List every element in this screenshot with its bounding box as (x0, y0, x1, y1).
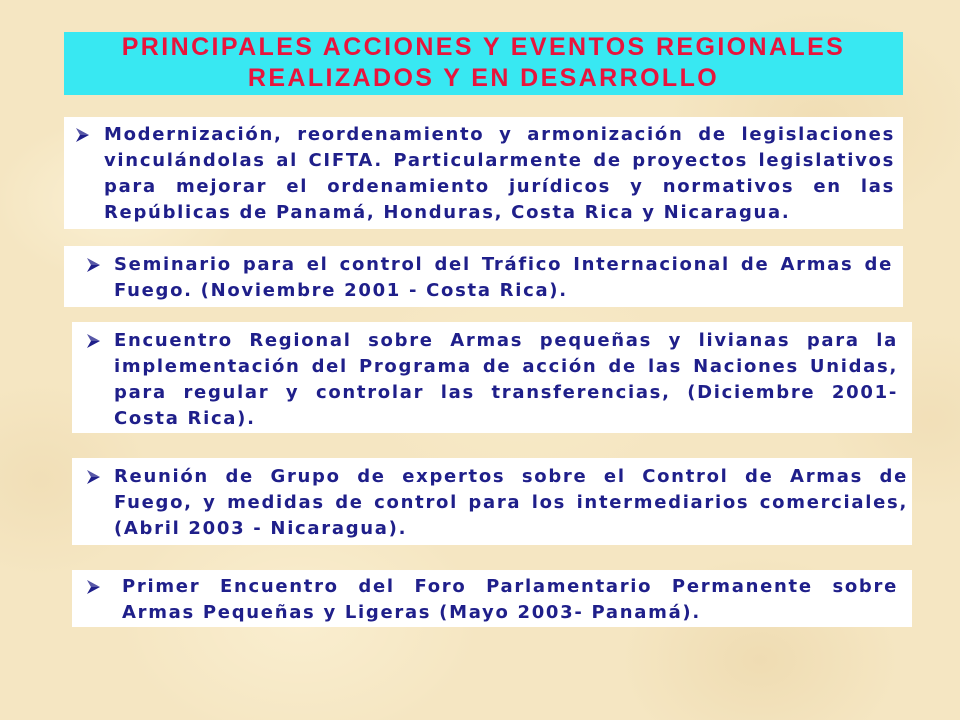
list-item (64, 117, 903, 229)
arrowhead-bullet-icon (87, 334, 100, 348)
slide-title-line-2: REALIZADOS Y EN DESARROLLO (247, 64, 720, 92)
arrowhead-bullet-icon (87, 580, 100, 594)
slide-title-banner (64, 32, 903, 95)
list-item-text: Primer Encuentro del Foro Parlamentario Permanente sobre Armas Pequeñas y Ligeras (Mayo 2003- Panamá). (122, 576, 898, 623)
list-item (72, 458, 912, 545)
list-item (72, 570, 912, 627)
list-item-text: Seminario para el control del Tráfico Internacional de Armas de Fuego. (Noviembre 2001 - Costa Rica). (114, 254, 893, 301)
slide-title-line-1: PRINCIPALES ACCIONES Y EVENTOS REGIONALES (121, 33, 846, 61)
arrowhead-bullet-icon (87, 258, 100, 272)
list-item (64, 246, 903, 307)
arrowhead-bullet-icon (87, 470, 100, 484)
list-item-text: Modernización, reordenamiento y armonización de legislaciones vinculándolas al CIFTA. Particularmente de proyectos legislativos para mejorar el ordenamiento jurídicos y normativos en las Repúblicas de Panamá, Honduras, Costa Rica y Nicaragua. (104, 124, 895, 223)
arrowhead-bullet-icon (76, 128, 89, 142)
list-item-text: Reunión de Grupo de expertos sobre el Control de Armas de Fuego, y medidas de control para los intermediarios comerciales, (Abril 2003 - Nicaragua). (114, 466, 908, 539)
list-item (72, 322, 912, 433)
list-item-text: Encuentro Regional sobre Armas pequeñas y livianas para la implementación del Programa de acción de las Naciones Unidas, para regular y controlar las transferencias, (Diciembre 2001- Costa Rica). (114, 330, 898, 429)
